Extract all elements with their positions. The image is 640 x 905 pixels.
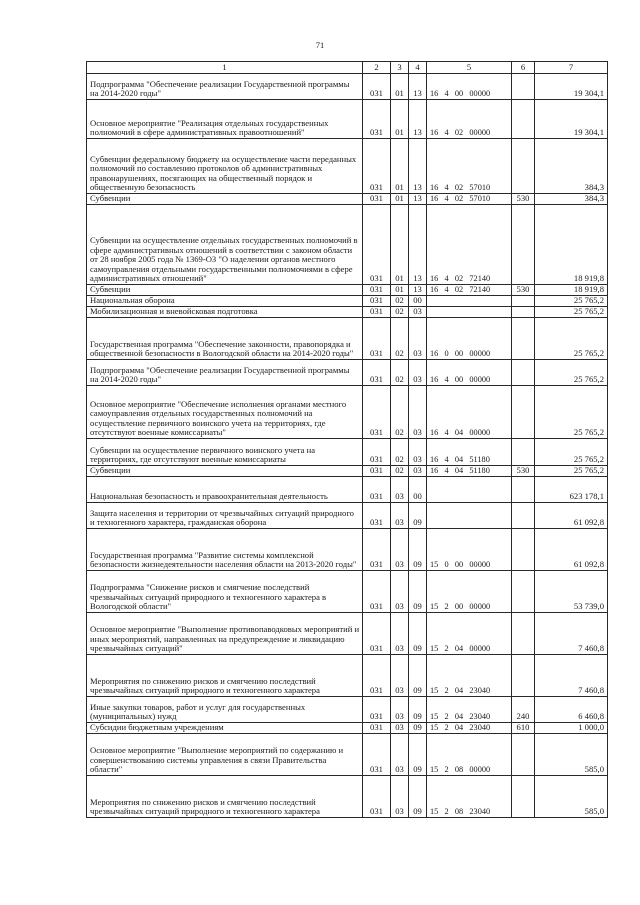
table-row <box>87 205 608 285</box>
section-code-cell: 02 <box>391 386 409 439</box>
amount-cell: 19 304,1 <box>535 100 608 139</box>
section-code-cell: 03 <box>391 776 409 818</box>
subsection-code-cell: 00 <box>409 296 427 307</box>
row-name-cell: Национальная безопасность и правоохранительная деятельность <box>87 477 363 503</box>
section-code-cell: 02 <box>391 360 409 386</box>
target-item-code-cell: 15 2 04 23040 <box>427 655 512 697</box>
row-name-cell: Иные закупки товаров, работ и услуг для государственных (муниципальных) нужд <box>87 697 363 723</box>
row-name-cell: Подпрограмма "Обеспечение реализации Государственной программы на 2014-2020 годы" <box>87 360 363 386</box>
table-row <box>87 360 608 386</box>
target-item-code-cell: 16 4 00 00000 <box>427 74 512 100</box>
row-name-cell: Субвенции федеральному бюджету на осуществление части переданных полномочий по составлению протоколов об административных правонарушениях, посягающих на общественный порядок и общественную безопасность <box>87 139 363 194</box>
amount-cell: 25 765,2 <box>535 439 608 466</box>
target-item-code-cell: 16 4 02 72140 <box>427 285 512 296</box>
table-row <box>87 466 608 477</box>
subsection-code-cell: 03 <box>409 318 427 360</box>
table-row <box>87 307 608 318</box>
section-code-cell: 01 <box>391 139 409 194</box>
expense-type-cell <box>512 74 535 100</box>
subsection-code-cell: 09 <box>409 613 427 655</box>
subsection-code-cell: 09 <box>409 776 427 818</box>
table-row <box>87 734 608 776</box>
section-code-cell: 02 <box>391 318 409 360</box>
target-item-code-cell: 16 4 04 51180 <box>427 466 512 477</box>
admin-code-cell: 031 <box>363 139 391 194</box>
expense-type-cell <box>512 318 535 360</box>
table-row <box>87 529 608 571</box>
section-code-cell: 03 <box>391 697 409 723</box>
expense-type-cell: 530 <box>512 194 535 205</box>
table-row <box>87 194 608 205</box>
target-item-code-cell: 16 4 02 00000 <box>427 100 512 139</box>
admin-code-cell: 031 <box>363 734 391 776</box>
target-item-code-cell <box>427 477 512 503</box>
row-name-cell: Основное мероприятие "Выполнение мероприятий по содержанию и совершенствованию системы управления в связи Правительства области" <box>87 734 363 776</box>
expense-type-cell <box>512 139 535 194</box>
target-item-code-cell: 15 2 08 23040 <box>427 776 512 818</box>
expense-type-cell <box>512 100 535 139</box>
target-item-code-cell: 16 4 02 57010 <box>427 139 512 194</box>
subsection-code-cell: 00 <box>409 477 427 503</box>
table-row <box>87 655 608 697</box>
target-item-code-cell: 16 4 02 72140 <box>427 205 512 285</box>
row-name-cell: Национальная оборона <box>87 296 363 307</box>
expense-type-cell <box>512 296 535 307</box>
admin-code-cell: 031 <box>363 100 391 139</box>
table-row <box>87 477 608 503</box>
expense-type-cell <box>512 776 535 818</box>
admin-code-cell: 031 <box>363 697 391 723</box>
row-name-cell: Подпрограмма "Обеспечение реализации Государственной программы на 2014-2020 годы" <box>87 74 363 100</box>
section-code-cell: 03 <box>391 613 409 655</box>
expense-type-cell <box>512 386 535 439</box>
table-row <box>87 503 608 529</box>
row-name-cell: Основное мероприятие "Реализация отдельных государственных полномочий в сфере административных правоотношений" <box>87 100 363 139</box>
row-name-cell: Субсидии бюджетным учреждениям <box>87 723 363 734</box>
admin-code-cell: 031 <box>363 360 391 386</box>
target-item-code-cell <box>427 307 512 318</box>
section-code-cell: 03 <box>391 655 409 697</box>
section-code-cell: 02 <box>391 307 409 318</box>
admin-code-cell: 031 <box>363 571 391 613</box>
budget-table <box>86 61 608 818</box>
expense-type-cell <box>512 360 535 386</box>
column-header: 2 <box>363 62 391 74</box>
subsection-code-cell: 09 <box>409 655 427 697</box>
section-code-cell: 02 <box>391 439 409 466</box>
subsection-code-cell: 03 <box>409 386 427 439</box>
column-header: 4 <box>409 62 427 74</box>
admin-code-cell: 031 <box>363 466 391 477</box>
subsection-code-cell: 13 <box>409 285 427 296</box>
table-row <box>87 285 608 296</box>
subsection-code-cell: 03 <box>409 360 427 386</box>
section-code-cell: 01 <box>391 194 409 205</box>
expense-type-cell <box>512 529 535 571</box>
expense-type-cell: 530 <box>512 466 535 477</box>
target-item-code-cell: 15 2 04 23040 <box>427 723 512 734</box>
row-name-cell: Государственная программа "Обеспечение законности, правопорядка и общественной безопасности в Вологодской области на 2014-2020 годы" <box>87 318 363 360</box>
target-item-code-cell: 16 4 02 57010 <box>427 194 512 205</box>
amount-cell: 7 460,8 <box>535 613 608 655</box>
subsection-code-cell: 09 <box>409 697 427 723</box>
section-code-cell: 03 <box>391 503 409 529</box>
target-item-code-cell: 15 2 08 00000 <box>427 734 512 776</box>
admin-code-cell: 031 <box>363 723 391 734</box>
row-name-cell: Основное мероприятие "Обеспечение исполнения органами местного самоуправления отдельных государственных полномочий на осуществление первичного воинского учета на территориях, где отсутствуют военные комиссариаты" <box>87 386 363 439</box>
expense-type-cell: 610 <box>512 723 535 734</box>
section-code-cell: 01 <box>391 205 409 285</box>
target-item-code-cell: 16 0 00 00000 <box>427 318 512 360</box>
subsection-code-cell: 09 <box>409 529 427 571</box>
expense-type-cell <box>512 655 535 697</box>
table-row <box>87 439 608 466</box>
subsection-code-cell: 13 <box>409 74 427 100</box>
row-name-cell: Мероприятия по снижению рисков и смягчению последствий чрезвычайных ситуаций природного и техногенного характера <box>87 655 363 697</box>
target-item-code-cell: 15 2 04 23040 <box>427 697 512 723</box>
amount-cell: 53 739,0 <box>535 571 608 613</box>
expense-type-cell <box>512 439 535 466</box>
section-code-cell: 03 <box>391 723 409 734</box>
amount-cell: 25 765,2 <box>535 296 608 307</box>
subsection-code-cell: 13 <box>409 205 427 285</box>
table-row <box>87 776 608 818</box>
column-header: 7 <box>535 62 608 74</box>
admin-code-cell: 031 <box>363 296 391 307</box>
target-item-code-cell <box>427 296 512 307</box>
page-number: 71 <box>315 40 325 50</box>
amount-cell: 25 765,2 <box>535 360 608 386</box>
admin-code-cell: 031 <box>363 74 391 100</box>
expense-type-cell <box>512 571 535 613</box>
amount-cell: 61 092,8 <box>535 503 608 529</box>
amount-cell: 25 765,2 <box>535 318 608 360</box>
target-item-code-cell: 16 4 04 00000 <box>427 386 512 439</box>
expense-type-cell <box>512 307 535 318</box>
expense-type-cell <box>512 477 535 503</box>
subsection-code-cell: 13 <box>409 194 427 205</box>
row-name-cell: Субвенции на осуществление первичного воинского учета на территориях, где отсутствуют военные комиссариаты <box>87 439 363 466</box>
subsection-code-cell: 13 <box>409 100 427 139</box>
admin-code-cell: 031 <box>363 205 391 285</box>
admin-code-cell: 031 <box>363 529 391 571</box>
table-row <box>87 613 608 655</box>
admin-code-cell: 031 <box>363 477 391 503</box>
table-header-row <box>87 62 608 74</box>
section-code-cell: 03 <box>391 734 409 776</box>
admin-code-cell: 031 <box>363 307 391 318</box>
subsection-code-cell: 03 <box>409 307 427 318</box>
section-code-cell: 02 <box>391 296 409 307</box>
target-item-code-cell: 15 2 04 00000 <box>427 613 512 655</box>
section-code-cell: 03 <box>391 529 409 571</box>
expense-type-cell <box>512 734 535 776</box>
section-code-cell: 03 <box>391 477 409 503</box>
section-code-cell: 03 <box>391 571 409 613</box>
expense-type-cell: 240 <box>512 697 535 723</box>
amount-cell: 585,0 <box>535 734 608 776</box>
section-code-cell: 01 <box>391 100 409 139</box>
admin-code-cell: 031 <box>363 318 391 360</box>
amount-cell: 25 765,2 <box>535 307 608 318</box>
subsection-code-cell: 03 <box>409 439 427 466</box>
row-name-cell: Защита населения и территории от чрезвычайных ситуаций природного и техногенного характера, гражданская оборона <box>87 503 363 529</box>
subsection-code-cell: 09 <box>409 734 427 776</box>
amount-cell: 384,3 <box>535 139 608 194</box>
amount-cell: 623 178,1 <box>535 477 608 503</box>
table-row <box>87 571 608 613</box>
amount-cell: 1 000,0 <box>535 723 608 734</box>
column-header: 3 <box>391 62 409 74</box>
admin-code-cell: 031 <box>363 386 391 439</box>
table-row <box>87 723 608 734</box>
target-item-code-cell: 16 4 00 00000 <box>427 360 512 386</box>
amount-cell: 7 460,8 <box>535 655 608 697</box>
subsection-code-cell: 09 <box>409 503 427 529</box>
table-row <box>87 386 608 439</box>
column-header: 1 <box>87 62 363 74</box>
subsection-code-cell: 03 <box>409 466 427 477</box>
admin-code-cell: 031 <box>363 503 391 529</box>
target-item-code-cell: 15 0 00 00000 <box>427 529 512 571</box>
table-row <box>87 100 608 139</box>
amount-cell: 18 919,8 <box>535 285 608 296</box>
table-row <box>87 697 608 723</box>
expense-type-cell <box>512 503 535 529</box>
expense-type-cell <box>512 205 535 285</box>
table-row <box>87 74 608 100</box>
row-name-cell: Государственная программа "Развитие системы комплексной безопасности жизнедеятельности населения области на 2013-2020 годы" <box>87 529 363 571</box>
amount-cell: 25 765,2 <box>535 386 608 439</box>
amount-cell: 585,0 <box>535 776 608 818</box>
admin-code-cell: 031 <box>363 194 391 205</box>
section-code-cell: 02 <box>391 466 409 477</box>
table-row <box>87 139 608 194</box>
admin-code-cell: 031 <box>363 613 391 655</box>
column-header: 6 <box>512 62 535 74</box>
row-name-cell: Субвенции на осуществление отдельных государственных полномочий в сфере административных отношений в соответствии с законом области от 28 ноября 2005 года № 1369-ОЗ "О наделении органов местного самоуправления отдельными государственными полномочиями в сфере административных отношений" <box>87 205 363 285</box>
expense-type-cell: 530 <box>512 285 535 296</box>
row-name-cell: Подпрограмма "Снижение рисков и смягчение последствий чрезвычайных ситуаций природного и техногенного характера в Вологодской области" <box>87 571 363 613</box>
section-code-cell: 01 <box>391 285 409 296</box>
amount-cell: 6 460,8 <box>535 697 608 723</box>
column-header: 5 <box>427 62 512 74</box>
expense-type-cell <box>512 613 535 655</box>
target-item-code-cell: 16 4 04 51180 <box>427 439 512 466</box>
amount-cell: 61 092,8 <box>535 529 608 571</box>
table-row <box>87 296 608 307</box>
row-name-cell: Мероприятия по снижению рисков и смягчению последствий чрезвычайных ситуаций природного и техногенного характера <box>87 776 363 818</box>
admin-code-cell: 031 <box>363 439 391 466</box>
row-name-cell: Субвенции <box>87 466 363 477</box>
amount-cell: 18 919,8 <box>535 205 608 285</box>
admin-code-cell: 031 <box>363 776 391 818</box>
row-name-cell: Субвенции <box>87 194 363 205</box>
amount-cell: 25 765,2 <box>535 466 608 477</box>
row-name-cell: Мобилизационная и вневойсковая подготовка <box>87 307 363 318</box>
target-item-code-cell: 15 2 00 00000 <box>427 571 512 613</box>
subsection-code-cell: 09 <box>409 571 427 613</box>
amount-cell: 384,3 <box>535 194 608 205</box>
section-code-cell: 01 <box>391 74 409 100</box>
admin-code-cell: 031 <box>363 285 391 296</box>
admin-code-cell: 031 <box>363 655 391 697</box>
row-name-cell: Субвенции <box>87 285 363 296</box>
table-row <box>87 318 608 360</box>
subsection-code-cell: 09 <box>409 723 427 734</box>
target-item-code-cell <box>427 503 512 529</box>
row-name-cell: Основное мероприятие "Выполнение противопаводковых мероприятий и иных мероприятий, направленных на предупреждение и ликвидацию чрезвычайных ситуаций" <box>87 613 363 655</box>
subsection-code-cell: 13 <box>409 139 427 194</box>
amount-cell: 19 304,1 <box>535 74 608 100</box>
